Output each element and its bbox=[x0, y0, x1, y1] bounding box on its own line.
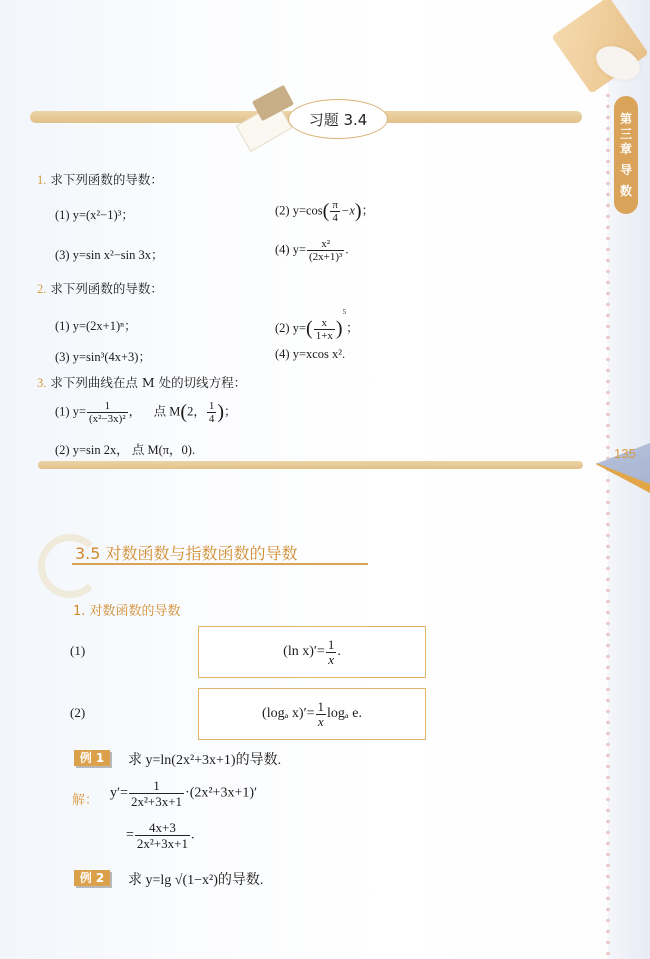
item-label: (3) bbox=[55, 248, 70, 262]
frac-num: π bbox=[332, 199, 338, 211]
q3-item-2 bbox=[55, 440, 195, 458]
item-expr: y= bbox=[292, 242, 307, 257]
frac-den: (2x+1)³ bbox=[309, 251, 343, 263]
frac-num: 4x+3 bbox=[149, 820, 176, 835]
formula-rhs: . bbox=[337, 644, 341, 659]
frac-num: 1 bbox=[317, 698, 325, 714]
example-1-badge: 例 1 bbox=[74, 750, 110, 766]
frac-den: 4 bbox=[208, 413, 215, 425]
formula-label-1: (1) bbox=[70, 643, 86, 658]
page-number: 135 bbox=[614, 446, 636, 461]
item-label: (1) bbox=[55, 404, 70, 419]
solution-rhs: . bbox=[190, 827, 195, 843]
item-expr: y=xcos x². bbox=[292, 347, 346, 361]
item-label: (3) bbox=[55, 350, 70, 364]
question-number: 3. bbox=[37, 376, 47, 390]
frac-den: 1+x bbox=[315, 329, 333, 342]
item-expr: y=sin x²−sin 3x； bbox=[72, 248, 164, 262]
solution-line-1 bbox=[110, 778, 257, 809]
formula-lhs: (ln x)′= bbox=[283, 644, 325, 659]
solution-lhs: = bbox=[126, 827, 134, 843]
item-expr: y=sin³(4x+3)； bbox=[72, 350, 151, 364]
q2-item-1 bbox=[55, 316, 137, 334]
item-expr: y= bbox=[292, 321, 307, 335]
frac-num: 1 bbox=[104, 400, 111, 412]
item-expr: −x bbox=[340, 203, 355, 218]
formula-lhs: (logₐ x)′= bbox=[262, 706, 315, 721]
q3-item-1: (1) y= $\frac{1}{\text{(x²−3x)²}}$ ， 点 M(2， $\frac{1}{4}$ )； bbox=[55, 400, 237, 425]
chapter-char: 第 bbox=[619, 111, 632, 126]
item-power: 5 bbox=[342, 308, 347, 316]
question-prompt: 求下列函数的导数： bbox=[50, 172, 163, 187]
chapter-char: 三 bbox=[619, 126, 632, 141]
formula-box-2 bbox=[198, 688, 426, 740]
frac-den: x bbox=[328, 651, 334, 667]
question-prompt: 求下列函数的导数： bbox=[50, 281, 163, 296]
item-expr: y=(2x+1)ⁿ； bbox=[72, 319, 137, 333]
frac-num: 1 bbox=[208, 400, 215, 412]
chapter-char: 章 bbox=[619, 141, 632, 156]
question-2 bbox=[37, 279, 163, 297]
q1-item-4 bbox=[275, 238, 348, 263]
q1-item-2: (2) y=cos( $\frac{\pi}{4}$ −x)； bbox=[275, 199, 375, 224]
exercise-footer-bar bbox=[38, 461, 583, 469]
dotted-margin-line bbox=[605, 90, 611, 959]
chapter-char: 导 bbox=[619, 162, 632, 177]
frac-den: (x²−3x)² bbox=[89, 413, 126, 425]
item-end: ； bbox=[346, 321, 359, 335]
frac-den: 2x²+3x+1 bbox=[130, 794, 183, 809]
example-2-badge: 例 2 bbox=[74, 870, 110, 886]
q2-item-4 bbox=[275, 347, 345, 362]
item-label: (1) bbox=[55, 208, 70, 222]
frac-den: x bbox=[317, 713, 324, 729]
item-expr: y=cos bbox=[292, 203, 323, 218]
frac-den: 2x²+3x+1 bbox=[136, 836, 188, 851]
formula-rhs: logₐ e. bbox=[327, 706, 362, 721]
item-end: ； bbox=[361, 203, 375, 218]
formula-box-1 bbox=[198, 626, 426, 678]
question-number: 2. bbox=[37, 282, 47, 296]
question-3 bbox=[37, 373, 246, 391]
item-end: . bbox=[345, 242, 349, 257]
item-expr: y=(x²−1)³； bbox=[72, 208, 134, 222]
example-2-text: 求 y=lg √(1−x²)的导数. bbox=[128, 873, 264, 888]
frac-num: x bbox=[321, 316, 328, 329]
frac-den: 4 bbox=[332, 212, 338, 224]
question-prompt: 求下列曲线在点 M 处的切线方程： bbox=[50, 375, 247, 390]
item-expr: y=sin 2x， 点 M(π，0). bbox=[72, 443, 196, 457]
solution-line-2 bbox=[126, 820, 194, 851]
frac-num: x² bbox=[321, 238, 331, 250]
item-label: (4) bbox=[275, 347, 290, 361]
solution-lhs: y′= bbox=[110, 785, 128, 801]
item-label: (2) bbox=[275, 203, 290, 218]
q2-item-2: (2) y=( $\frac{x}{1+x}$ )$^5$； bbox=[275, 308, 359, 342]
formula-label-2: (2) bbox=[70, 705, 86, 720]
item-end: ； bbox=[224, 404, 237, 419]
q2-item-3 bbox=[55, 347, 151, 365]
item-label: (1) bbox=[55, 319, 70, 333]
solution-rhs: ·(2x²+3x+1)′ bbox=[185, 785, 258, 801]
frac-num: 1 bbox=[153, 778, 160, 793]
q1-item-1 bbox=[55, 205, 134, 223]
point-label: 点 M bbox=[153, 404, 181, 419]
example-1-text: 求 y=ln(2x²+3x+1)的导数. bbox=[128, 753, 282, 768]
frac-num: 1 bbox=[327, 636, 335, 652]
exercise-title-oval bbox=[288, 99, 388, 139]
point-x: 2， bbox=[187, 404, 206, 419]
chapter-char: 数 bbox=[619, 183, 632, 198]
chapter-tab bbox=[614, 96, 638, 214]
solution-label: 解： bbox=[72, 793, 99, 808]
section-title-underline bbox=[72, 563, 368, 565]
question-1 bbox=[37, 170, 163, 188]
exercise-title: 习题 3.4 bbox=[308, 110, 368, 129]
item-label: (4) bbox=[275, 242, 290, 257]
item-label: (2) bbox=[275, 321, 290, 335]
section-title: 3.5 对数函数与指数函数的导数 bbox=[75, 544, 298, 563]
q1-item-3 bbox=[55, 245, 163, 263]
question-number: 1. bbox=[37, 173, 47, 187]
item-label: (2) bbox=[55, 443, 70, 457]
subsection-title: 1. 对数函数的导数 bbox=[73, 604, 181, 619]
